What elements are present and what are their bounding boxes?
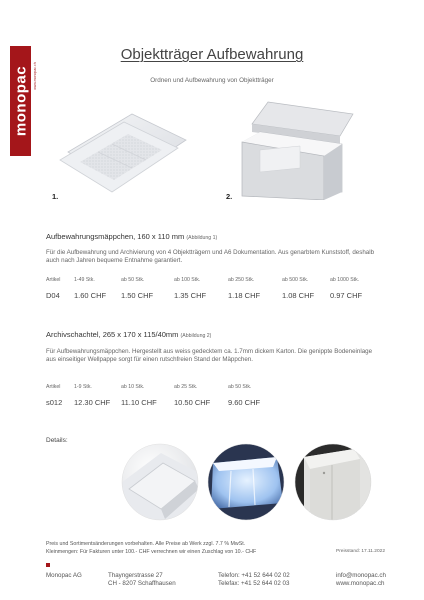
- price-header-cell: 1-49 Stk.: [74, 277, 95, 283]
- price-value-cell: D04: [46, 291, 60, 300]
- detail-image-folder-corner: [121, 443, 199, 521]
- price-table-value-row: [46, 398, 282, 407]
- footer-street: Thayngerstrasse 27: [108, 572, 163, 579]
- page-title: Objektträger Aufbewahrung: [120, 46, 304, 63]
- price-header-cell: ab 100 Stk.: [174, 277, 201, 283]
- footer-contact-block: [336, 572, 386, 588]
- price-header-cell: ab 500 Stk.: [282, 277, 309, 283]
- section-2-title-note: (Abbildung 2): [180, 333, 212, 339]
- price-header-cell: ab 50 Stk.: [228, 384, 252, 390]
- footer-company: Monopac AG: [46, 572, 82, 579]
- price-value-cell: 0.97 CHF: [330, 291, 363, 300]
- price-value-cell: 1.60 CHF: [74, 291, 107, 300]
- price-value-cell: 1.50 CHF: [121, 291, 154, 300]
- footer-phone: Telefon: +41 52 644 02 02: [218, 572, 290, 579]
- price-table-header-row: [46, 384, 282, 398]
- section-2-description: Für Aufbewahrungsmäppchen. Hergestellt aus weiss gedecktem ca. 1.7mm dickem Karton. Die genippte Bodeneinlage aus einseitiger Wellpappe sorgt für einen rutschfreien Stand der Mäppchen.: [46, 348, 373, 364]
- product-image-archive-box: [230, 100, 365, 200]
- figure-1-label: 1.: [52, 192, 59, 201]
- price-value-cell: 1.08 CHF: [282, 291, 315, 300]
- price-header-cell: ab 1000 Stk.: [330, 277, 360, 283]
- section-1-title: [46, 232, 217, 241]
- price-value-cell: 9.60 CHF: [228, 398, 261, 407]
- footer-email-link[interactable]: info@monopac.ch: [336, 572, 386, 579]
- price-header-cell: Artikel: [46, 277, 61, 283]
- price-header-cell: Artikel: [46, 384, 61, 390]
- section-2-title-text: Archivschachtel, 265 x 170 x 115/40mm: [46, 330, 179, 339]
- page-subtitle: Ordnen und Aufbewahrung von Objektträger: [150, 77, 274, 84]
- price-header-cell: ab 25 Stk.: [174, 384, 198, 390]
- price-value-cell: 1.18 CHF: [228, 291, 261, 300]
- price-table-value-row: [46, 291, 376, 300]
- footer-fax: Telefax: +41 52 644 02 03: [218, 580, 290, 588]
- price-value-cell: 1.35 CHF: [174, 291, 207, 300]
- footer-red-marker: [46, 563, 50, 567]
- price-header-cell: ab 250 Stk.: [228, 277, 255, 283]
- brand-url-text: www.monopac.ch: [33, 62, 37, 90]
- section-2-price-table: [46, 384, 282, 407]
- product-image-folder: [50, 100, 190, 195]
- details-heading: Details:: [46, 437, 68, 444]
- price-value-cell: 11.10 CHF: [121, 398, 157, 407]
- detail-image-box-interior: [207, 443, 285, 521]
- section-1-title-note: (Abbildung 1): [186, 235, 218, 241]
- brand-logo-text: monopac: [12, 65, 29, 137]
- footer-city: CH - 8207 Schaffhausen: [108, 580, 176, 588]
- price-header-cell: ab 50 Stk.: [121, 277, 145, 283]
- footer-web-link[interactable]: www.monopac.ch: [336, 580, 385, 588]
- footer-phone-block: [218, 572, 290, 588]
- price-table-header-row: [46, 277, 376, 291]
- section-1-price-table: [46, 277, 376, 300]
- price-value-cell: s012: [46, 398, 63, 407]
- footer-note-line-2: Kleinmengen: Für Fakturen unter 100.- CHF verrechnen wir einen Zuschlag von 10.- CHF: [46, 548, 257, 555]
- footer-price-notes: [46, 541, 256, 556]
- price-header-cell: 1-9 Stk.: [74, 384, 92, 390]
- detail-image-box-corner: [294, 443, 372, 521]
- section-1-title-text: Aufbewahrungsmäppchen, 160 x 110 mm: [46, 232, 185, 241]
- footer-note-line-1: Preis und Sortimentsänderungen vorbehalten. Alle Preise ab Werk zzgl. 7.7 % MwSt.: [46, 541, 246, 547]
- price-value-cell: 10.50 CHF: [174, 398, 211, 407]
- footer-address: [108, 572, 176, 588]
- price-value-cell: 12.30 CHF: [74, 398, 111, 407]
- price-date: Preisstand: 17.11.2022: [336, 549, 385, 554]
- section-1-description: Für die Aufbewahrung und Archivierung von 4 Objektträgern und A6 Dokumentation. Aus genarbtem Kunststoff, deshalb auch nach Jahren bequeme Entnahme garantiert.: [46, 249, 375, 265]
- price-header-cell: ab 10 Stk.: [121, 384, 145, 390]
- section-2-title: [46, 330, 211, 339]
- figure-2-label: 2.: [226, 192, 233, 201]
